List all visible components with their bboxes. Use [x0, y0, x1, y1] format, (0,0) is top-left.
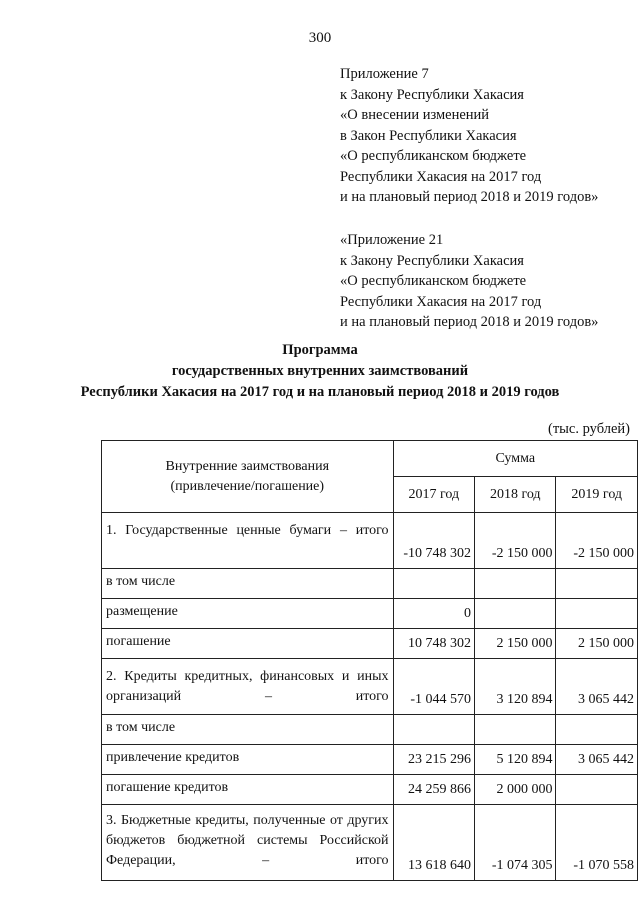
cell-2017: 0	[393, 599, 474, 629]
cell-2019: -1 070 558	[556, 805, 638, 881]
borrowing-table	[101, 440, 638, 881]
table-row	[102, 629, 638, 659]
page-number: 300	[308, 30, 332, 46]
annex-line: и на плановый период 2018 и 2019 годов»	[340, 189, 599, 205]
cell-2018	[475, 715, 556, 745]
annex-line: «Приложение 21	[340, 232, 444, 248]
cell-2019: -2 150 000	[556, 513, 638, 569]
cell-2019	[556, 715, 638, 745]
annex-line: Приложение 7	[340, 66, 429, 82]
units-label: (тыс. рублей)	[548, 421, 630, 437]
cell-2017: 24 259 866	[393, 775, 474, 805]
table-row	[102, 745, 638, 775]
header-year-2019: 2019 год	[556, 477, 638, 513]
cell-2017: -10 748 302	[393, 513, 474, 569]
cell-2017: 23 215 296	[393, 745, 474, 775]
cell-2018	[475, 599, 556, 629]
cell-2017: 13 618 640	[393, 805, 474, 881]
cell-2019: 3 065 442	[556, 745, 638, 775]
annex-line: «О внесении изменений	[340, 107, 490, 123]
annex-line: Республики Хакасия на 2017 год	[340, 293, 542, 310]
annex-line: Республики Хакасия на 2017 год	[340, 168, 542, 185]
row-label: в том числе	[102, 715, 394, 745]
cell-2019	[556, 569, 638, 599]
table-row	[102, 659, 638, 715]
header-sum: Сумма	[393, 441, 637, 477]
cell-2018: 2 150 000	[475, 629, 556, 659]
annex-original-heading	[340, 230, 598, 333]
table-row	[102, 513, 638, 569]
cell-2019: 3 065 442	[556, 659, 638, 715]
cell-2018: 5 120 894	[475, 745, 556, 775]
table-row	[102, 599, 638, 629]
annex-line: к Закону Республики Хакасия	[340, 252, 524, 269]
cell-2017	[393, 569, 474, 599]
row-label: в том числе	[102, 569, 394, 599]
annex-current-heading	[340, 64, 598, 208]
cell-2018: -1 074 305	[475, 805, 556, 881]
row-label: размещение	[102, 599, 394, 629]
title-line: Программа	[282, 342, 358, 358]
row-label: привлечение кредитов	[102, 745, 394, 775]
title-line: государственных внутренних заимствований	[171, 363, 469, 379]
table-row	[102, 569, 638, 599]
row-label: погашение	[102, 629, 394, 659]
annex-line: «О республиканском бюджете	[340, 148, 527, 164]
header-borrowings: Внутренние заимствования (привлечение/погашение)	[102, 441, 394, 513]
annex-line: «О республиканском бюджете	[340, 273, 527, 289]
table-row	[102, 715, 638, 745]
annex-line: к Закону Республики Хакасия	[340, 86, 524, 103]
cell-2019: 2 150 000	[556, 629, 638, 659]
table-row	[102, 805, 638, 881]
header-year-2018: 2018 год	[475, 477, 556, 513]
cell-2018: -2 150 000	[475, 513, 556, 569]
row-label: 1. Государственные ценные бумаги – итого	[102, 513, 394, 569]
cell-2018	[475, 569, 556, 599]
cell-2017	[393, 715, 474, 745]
document-title	[0, 340, 640, 403]
cell-2018: 2 000 000	[475, 775, 556, 805]
cell-2019	[556, 775, 638, 805]
row-label: погашение кредитов	[102, 775, 394, 805]
cell-2017: -1 044 570	[393, 659, 474, 715]
cell-2019	[556, 599, 638, 629]
annex-line: в Закон Республики Хакасия	[340, 127, 517, 144]
annex-line: и на плановый период 2018 и 2019 годов»	[340, 314, 599, 330]
cell-2018: 3 120 894	[475, 659, 556, 715]
title-line: Республики Хакасия на 2017 год и на плановый период 2018 и 2019 годов	[80, 384, 560, 400]
row-label: 2. Кредиты кредитных, финансовых и иных организаций – итого	[102, 659, 394, 715]
cell-2017: 10 748 302	[393, 629, 474, 659]
header-year-2017: 2017 год	[393, 477, 474, 513]
table-row	[102, 775, 638, 805]
row-label: 3. Бюджетные кредиты, полученные от других бюджетов бюджетной системы Российской Федерации, – итого	[102, 805, 394, 881]
